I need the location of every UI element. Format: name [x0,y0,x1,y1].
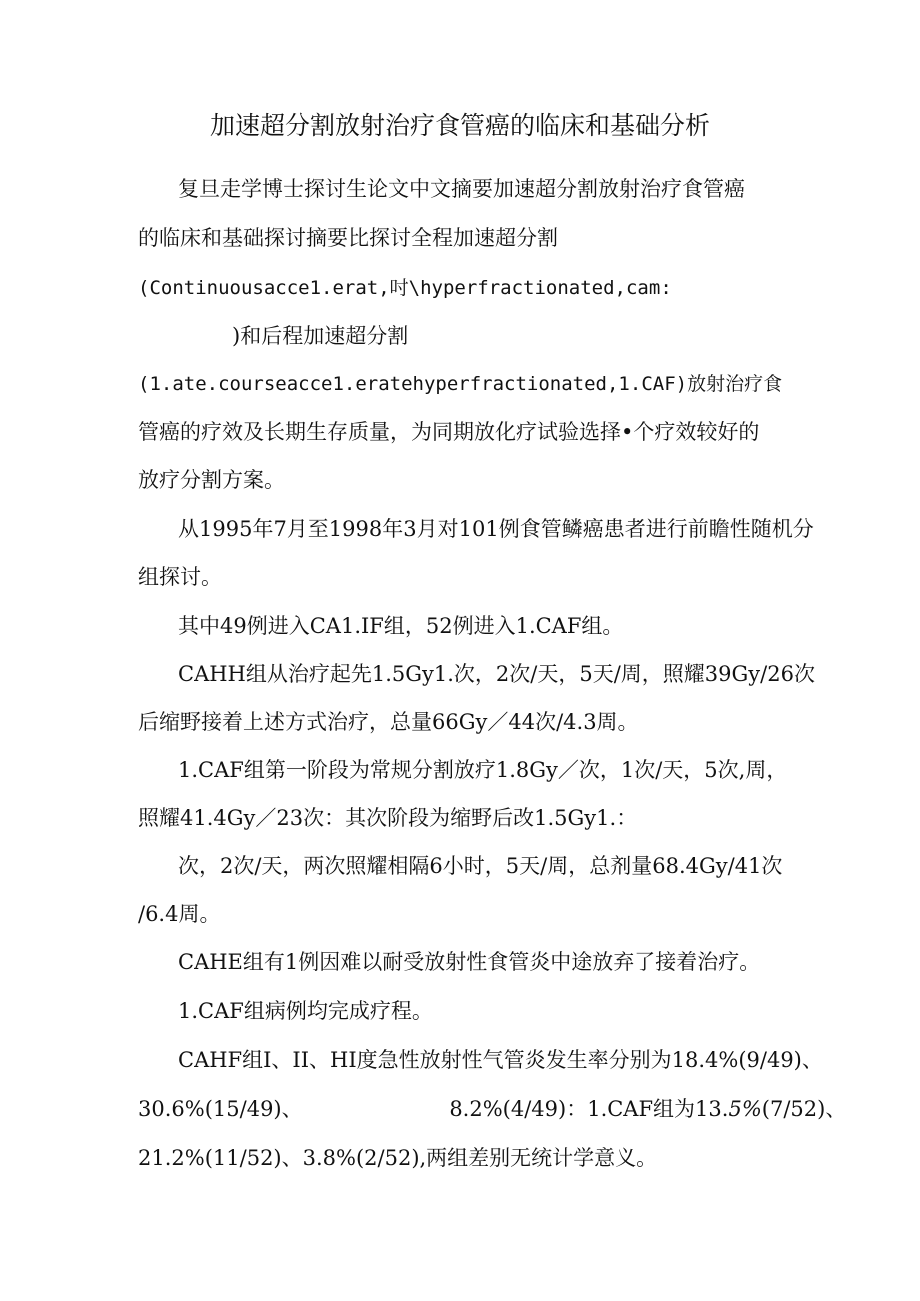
paragraph-line: 1.CAF组第一阶段为常规分割放疗1.8Gy／次，1次/天，5次,周， [178,758,788,782]
paragraph-line: /6.4周。 [138,902,221,926]
document-title: 加速超分割放射治疗食管癌的临床和基础分析 [209,111,710,140]
rate-text: 30.6%(15/49)、 [138,1097,303,1121]
paragraph-line: CAHE组有1例因难以耐受放射性食管炎中途放弃了接着治疗。 [178,950,761,974]
paragraph-line: 放疗分割方案。 [138,468,285,492]
paragraph-line: (Continuousacce1.erat,吋\hyperfractionated,cam: [138,277,672,299]
paragraph-line: 照耀41.4Gy／23次：其次阶段为缩野后改1.5Gy1.： [138,806,638,830]
paragraph-line: 次，2次/天，两次照耀相隔6小时，5天/周，总剂量68.4Gy/41次 [178,854,783,878]
paragraph-line: 1.CAF组病例均完成疗程。 [178,999,433,1023]
paragraph-line: 从1995年7月至1998年3月对101例食管鳞癌患者进行前瞻性随机分 [178,517,814,541]
paragraph-line: 管癌的疗效及长期生存质量，为同期放化疗试验选择•个疗效较好的 [138,420,760,444]
paragraph-line: CAHF组I、II、HI度急性放射性气管炎发生率分别为18.4%(9/49)、 [178,1048,823,1072]
paragraph-line [138,1094,846,1124]
paragraph-line: CAHH组从治疗起先1.5Gy1.次，2次/天，5天/周，照耀39Gy/26次 [178,662,815,686]
paragraph-line: 21.2%(11/52)、3.8%(2/52),两组差别无统计学意义。 [138,1146,658,1170]
paragraph-line: (1.ate.courseacce1.eratehyperfractionated,1.CAF)放射治疗食 [138,373,783,395]
paragraph-line: 其中49例进入CA1.IF组，52例进入1.CAF组。 [178,614,624,638]
paragraph-line: 复旦走学博士探讨生论文中文摘要加速超分割放射治疗食管癌 [178,177,745,201]
paragraph-line: 组探讨。 [138,565,222,589]
paragraph-line: )和后程加速超分割 [232,324,409,348]
paragraph-line: 后缩野接着上述方式治疗，总量66Gy／44次/4.3周。 [138,710,639,734]
paragraph-line: 的临床和基础探讨摘要比探讨全程加速超分割 [138,226,558,250]
rate-text: 8.2%(4/49)：1.CAF组为13. [449,1097,729,1121]
rate-text: (7/52)、 [761,1097,847,1121]
rate-text-italic: 5% [728,1097,762,1121]
